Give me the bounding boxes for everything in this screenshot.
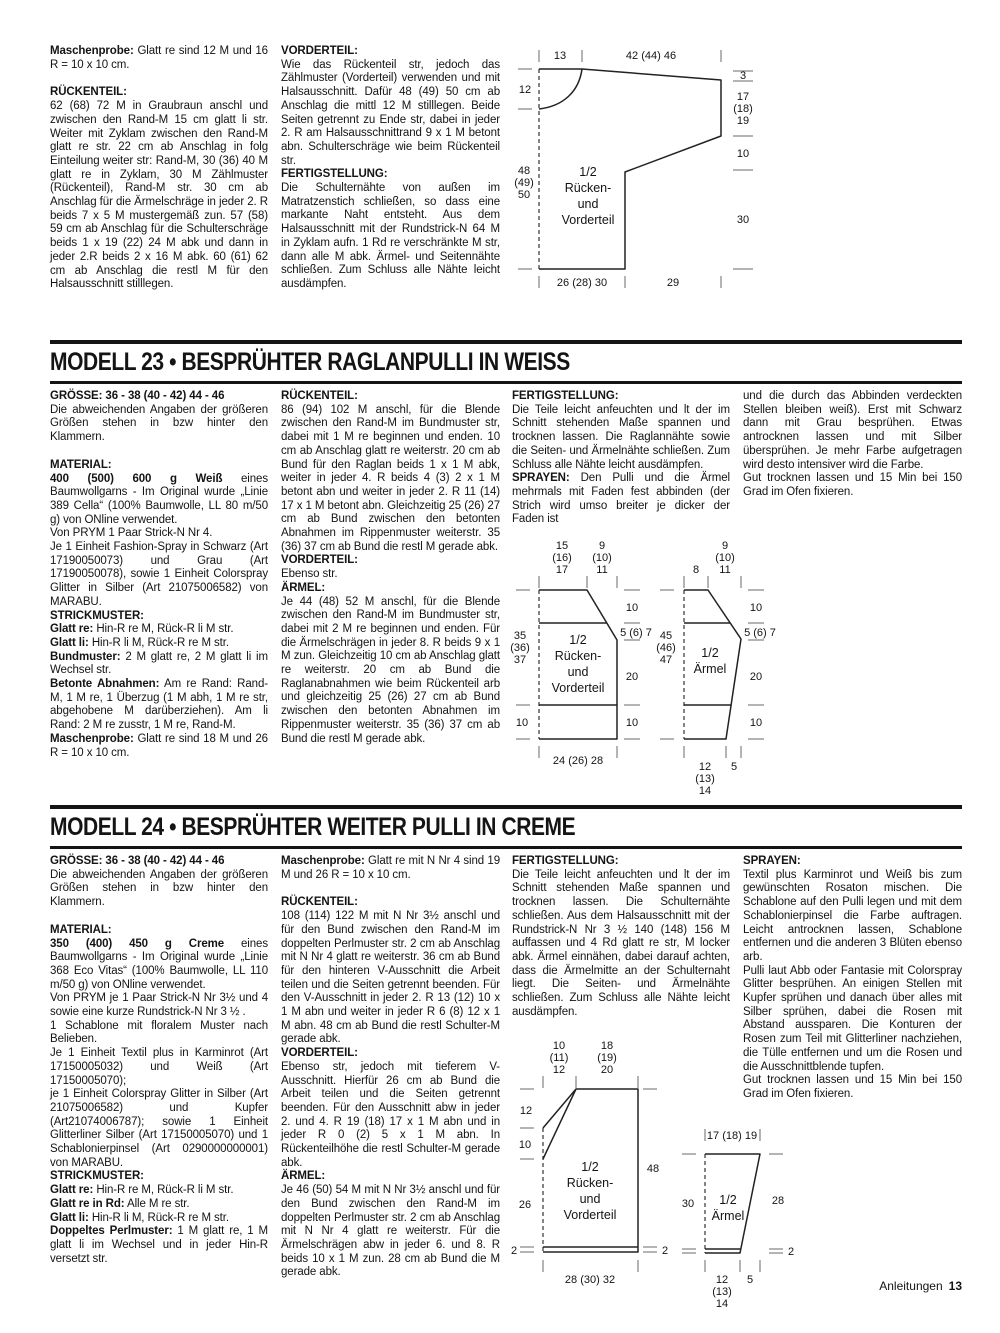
measurement-label: 10	[749, 717, 763, 729]
paragraph-lead: 400 (500) 600 g Weiß	[50, 472, 223, 485]
paragraph: Die abweichenden Angaben der größeren Größen stehen in bzw hinter den Klammern.	[50, 403, 268, 444]
svg-text:Vorderteil: Vorderteil	[561, 213, 615, 227]
section-heading: VORDERTEIL:	[281, 554, 358, 567]
paragraph: Doppeltes Perlmuster: 1 M glatt re, 1 M glatt li im Wechsel und in jeder Hin-R versetzt str.	[50, 1225, 268, 1265]
m24-column-3	[512, 855, 730, 1019]
paragraph: Maschenprobe: Glatt re sind 18 M und 26 R = 10 x 10 cm.	[50, 732, 268, 759]
measurement-label: 10	[518, 1139, 532, 1151]
paragraph: Die abweichenden Angaben der größeren Größen stehen in bzw hinter den Klammern.	[50, 868, 268, 909]
m23-column-3	[512, 390, 730, 527]
svg-text:Ärmel: Ärmel	[711, 1209, 745, 1223]
measurement-label: 11	[596, 564, 608, 576]
measurement-label: 17 (18) 19	[706, 1130, 758, 1142]
paragraph: Je 46 (50) 54 M mit N Nr 3½ anschl und für den Bund zwischen den Rand-M im doppelten Perlmuster str. 2 cm ab Anschlag mit N Nr 4 glatt re weiterstr. Für die Ärmelschrägen abw in jeder 6. und 8. R beids 10 x 1 M zun. 28 cm ab Bund die M gerade abk.	[281, 1184, 500, 1279]
section-heading: GRÖSSE: 36 - 38 (40 - 42) 44 - 46	[50, 855, 225, 867]
paragraph: 400 (500) 600 g Weiß eines Baumwollgarns - Im Original wurde „Linie 389 Cella“ (100% Baumwolle, LL 80 m/50 g) von ONline verwendet.	[50, 472, 268, 526]
measurement-label: 17	[555, 564, 569, 576]
svg-text:1/2: 1/2	[701, 646, 719, 660]
section-heading: RÜCKENTEIL:	[50, 86, 127, 99]
measurement-label: 20	[600, 1064, 614, 1076]
tick-marks	[520, 1076, 660, 1272]
section-heading: VORDERTEIL:	[281, 1047, 358, 1060]
svg-text:und: und	[577, 197, 599, 211]
measurement-label: 11	[719, 564, 731, 576]
measurement-label: 30	[681, 1198, 695, 1210]
paragraph: 108 (114) 122 M mit N Nr 3½ anschl und für den Bund zwischen den Rand-M im doppelten Perlmuster str. 2 cm ab Anschlag mit N Nr 4 glatt re weiterstr. 36 cm ab Bund für den hinteren V-Ausschnitt die Arbeit teilen und die Seiten getrennt beenden. Für den V-Ausschnitt in jeder 2. R 13 (12) 10 x 1 M abn und weiter in jeder R 6 (8) 12 x 1 M abn. 48 cm ab Bund die restl Schulter-M gerade abk.	[281, 910, 500, 1046]
section-heading: STRICKMUSTER:	[50, 1170, 144, 1183]
section-heading: FERTIGSTELLUNG:	[512, 855, 619, 867]
measurement-label: 12	[552, 1064, 566, 1076]
measurement-label: (13)	[695, 773, 715, 785]
paragraph: 1 Schablone mit floralem Muster nach Belieben.	[50, 1019, 268, 1046]
measurement-label: 12	[698, 761, 712, 773]
paragraph: Bundmuster: 2 M glatt re, 2 M glatt li im Wechsel str.	[50, 650, 268, 677]
paragraph: und die durch das Abbinden verdeckten Stellen bleiben weiß). Erst mit Schwarz dann mit Grau besprühen. Etwas antrocknen lassen und mit Silber übersprühen. Je mehr Farbe aufgetragen wird desto intensiver wird die Farbe.	[743, 390, 962, 471]
measurement-label: 15	[555, 540, 569, 552]
measurement-label: 28 (30) 32	[564, 1274, 616, 1286]
measurement-label: 28	[771, 1195, 785, 1207]
paragraph: 62 (68) 72 M in Graubraun anschl und zwischen den Rand-M 15 cm glatt li str. Weiter mit Zyklam zwischen den Rand-M glatt re str. 22 cm ab Anschlag in folg Einteilung weiter str: Rand-M, 30 (36) 40 M glatt re in Zyklam, 30 M Zählmuster (Rückenteil), Rand-M str. 30 cm ab Anschlag für die Ärmelschräge in jeder 2. R beids 7 x 5 M mustergemäß zun. 57 (58) 59 cm ab Anschlag für die Schulterschräge beids 1 x 19 (22) 24 M abk und dann in jeder 2.R beids 2 x 16 M abk. 60 (61) 62 cm ab Anschlag die restl M für den Halsausschnitt stilllegen.	[50, 100, 268, 291]
section-heading: ÄRMEL:	[281, 1170, 326, 1183]
piece-title	[562, 165, 615, 227]
section-heading: VORDERTEIL:	[281, 45, 358, 57]
measurement-label: 5	[746, 1274, 754, 1286]
paragraph-lead: Betonte Abnahmen:	[50, 678, 160, 691]
measurement-label: 20	[625, 671, 639, 683]
measurement-label: 10	[515, 717, 529, 729]
paragraph: Gut trocknen lassen und 15 Min bei 150 Grad im Ofen fixieren.	[743, 472, 962, 498]
measurement-label: 2	[510, 1245, 518, 1257]
section-heading: MATERIAL:	[50, 458, 112, 471]
measurement-label: 10	[625, 717, 639, 729]
svg-text:1/2: 1/2	[581, 1160, 599, 1174]
svg-text:Vorderteil: Vorderteil	[563, 1208, 617, 1222]
paragraph: je 1 Einheit Colorspray Glitter in Silber (Art 21075006582) und Kupfer (Art21074006787); sowie 1 Einheit Glitterliner Silber (Art 17150005070) und 1 Schablonierpinsel (Art 0290000000001) von MARABU.	[50, 1088, 268, 1169]
paragraph-lead: Glatt re:	[50, 1184, 94, 1197]
measurement-label: 8	[692, 564, 700, 576]
measurement-label: 37	[513, 654, 527, 666]
paragraph: Die Teile leicht anfeuchten und lt der im Schnitt stehenden Maße spannen und trocknen lassen. Die Schulternähte schließen. Aus dem Halsausschnitt mit der Rundstrick-N Nr 3 ½ 140 (148) 156 M auffassen und 4 Rd glatt re str, M locker abk. Ärmel einnähen, dabei darauf achten, dass die Ärmelmitte an der Schulternaht liegt. Die Seiten- und Ärmelnähte schließen. Zum Schluss alle Nähte leicht ausdämpfen.	[512, 868, 730, 1018]
m24-column-1	[50, 855, 268, 1266]
paragraph: Von PRYM 1 Paar Strick-N Nr 4.	[50, 527, 213, 540]
paragraph-lead: Glatt re in Rd:	[50, 1197, 125, 1210]
measurement-label: 10	[749, 602, 763, 614]
top-section-column-1	[50, 45, 268, 292]
m24-column-2	[281, 855, 500, 1280]
schematic-back-front-top	[500, 28, 800, 308]
svg-text:Ärmel: Ärmel	[693, 662, 727, 676]
measurement-label: 10	[736, 148, 750, 160]
measurement-label: 12	[715, 1274, 729, 1286]
measurement-label: (10)	[592, 552, 612, 564]
paragraph-lead: SPRAYEN:	[512, 472, 570, 485]
measurement-label: 42 (44) 46	[625, 50, 677, 62]
paragraph: 86 (94) 102 M anschl, für die Blende zwischen den Rand-M im Bundmuster str, dabei mit 1 M re beginnen und enden. 10 cm ab Anschlag glatt re weiterstr. 20 cm ab Bund für den Raglan beids 1 x 1 M abk, weiter in jeder 4. R beids 4 (3) 2 x 1 M betont abn und weiter in jeder 2. R 11 (14) 17 x 1 M betont abn. Gleichzeitig 25 (26) 27 cm ab Bund zwischen den betonten Abnahmen im Rippenmuster weiterstr. 35 (36) 37 cm ab Bund die restl M gerade abk.	[281, 403, 500, 553]
measurement-label: 35	[513, 630, 527, 642]
measurement-label: 5 (6) 7	[744, 627, 776, 639]
svg-text:1/2: 1/2	[579, 165, 597, 179]
measurement-label: 29	[666, 277, 680, 289]
footer-section-label: Anleitungen	[879, 1279, 943, 1293]
section-heading: FERTIGSTELLUNG:	[512, 390, 619, 402]
measurement-label: 9	[598, 540, 606, 552]
measurement-label: 10	[625, 602, 639, 614]
measurement-label: 18	[600, 1040, 614, 1052]
paragraph-lead: Bundmuster:	[50, 650, 121, 663]
measurement-label: 12	[519, 1105, 533, 1117]
piece-title	[552, 633, 605, 695]
measurement-label: 13	[553, 50, 567, 62]
measurement-label: 48	[646, 1163, 660, 1175]
page-number: 13	[948, 1279, 962, 1293]
paragraph: Glatt re: Hin-R re M, Rück-R li M str.	[50, 1184, 234, 1197]
paragraph: 350 (400) 450 g Creme eines Baumwollgarns - Im Original wurde „Linie 368 Eco Vitas“ (100% Baumwolle, LL 110 m/50 g) von ONline verwendet.	[50, 937, 268, 991]
measurement-label: 14	[715, 1298, 729, 1310]
measurement-label: 10	[552, 1040, 566, 1052]
paragraph: Je 1 Einheit Fashion-Spray in Schwarz (Art 17190050073) und Grau (Art 17190050078), sowie 1 Einheit Colorspray Glitter in Silber (Art 21075006582) von MARABU.	[50, 541, 268, 608]
measurement-label: 17	[736, 91, 750, 103]
measurement-label: 3	[739, 70, 747, 82]
measurement-label: 2	[661, 1245, 669, 1257]
measurement-label: (49)	[514, 177, 534, 189]
model-24-heading-band	[50, 805, 962, 849]
paragraph: Glatt li: Hin-R li M, Rück-R re M str.	[50, 636, 229, 649]
section-heading: ÄRMEL:	[281, 581, 326, 594]
piece-title	[712, 1193, 745, 1223]
measurement-label: 12	[518, 84, 532, 96]
measurement-label: 9	[721, 540, 729, 552]
paragraph-lead: Glatt re:	[50, 623, 94, 636]
paragraph: Ebenso str.	[281, 568, 338, 581]
m23-column-1	[50, 390, 268, 760]
measurement-label: 5	[730, 761, 738, 773]
neckline-curve	[539, 69, 582, 109]
measurement-label: 19	[736, 115, 750, 127]
measurement-label: 26 (28) 30	[556, 277, 608, 289]
paragraph: Pulli laut Abb oder Fantasie mit Colorspray Glitter besprühen. An einigen Stellen mit Kupfer sprühen und danach über alles mit Silber sprühen, dabei die Rosen mit Abstand aussparen. Die Konturen der Rosen zum Teil mit Glitterliner nachziehen, die Tülle entfernen und um die Rosen und die Ausschnittblende tupfen.	[743, 964, 962, 1073]
section-heading: FERTIGSTELLUNG:	[281, 168, 388, 181]
paragraph: SPRAYEN: Den Pulli und die Ärmel mehrmals mit Faden fest abbinden (der Strich wird umso breiter je dicker der Faden ist	[512, 472, 730, 526]
paragraph: Betonte Abnahmen: Am re Rand: Rand-M, 1 M re, 1 Überzug (1 M abh, 1 M re str, abgehobene M darüberziehen). Am li Rand: 2 M re zusstr, 1 M re, Rand-M.	[50, 678, 269, 732]
svg-text:und: und	[579, 1192, 601, 1206]
paragraph: Glatt re: Hin-R re M, Rück-R li M str.	[50, 623, 234, 636]
measurement-label: 2	[787, 1246, 795, 1258]
page-footer	[879, 1280, 962, 1294]
paragraph: Maschenprobe: Glatt re mit N Nr 4 sind 19 M und 26 R = 10 x 10 cm.	[281, 855, 500, 881]
top-section-column-2	[281, 45, 500, 292]
paragraph-lead: Maschenprobe:	[50, 45, 134, 57]
svg-text:Rücken-: Rücken-	[564, 181, 612, 195]
schematic-raglan-pair	[490, 532, 970, 804]
model-24-title: MODELL 24 • BESPRÜHTER WEITER PULLI IN CREME	[50, 813, 576, 841]
section-heading: GRÖSSE: 36 - 38 (40 - 42) 44 - 46	[50, 390, 225, 402]
paragraph: Gut trocknen lassen und 15 Min bei 150 Grad im Ofen fixieren.	[743, 1074, 962, 1100]
measurement-label: (36)	[510, 642, 530, 654]
paragraph: Je 1 Einheit Textil plus in Karminrot (Art 17150005032) und Weiß (Art 17150005070);	[50, 1047, 268, 1087]
m23-column-4	[743, 390, 962, 500]
svg-text:1/2: 1/2	[719, 1193, 737, 1207]
measurement-label: (16)	[552, 552, 572, 564]
measurement-label: (19)	[597, 1052, 617, 1064]
svg-text:Rücken-: Rücken-	[566, 1176, 614, 1190]
paragraph: Die Schulternähte von außen im Matratzenstich schließen, so dass eine markante Naht entsteht. Aus dem Halsausschnitt mit der Rundstrick-N 64 M in Zyklam aufn. 1 Rd re verschränkte M str, dann alle M abk. Ärmel- und Seitennähte schließen. Zum Schluss alle Nähte leicht ausdämpfen.	[281, 182, 500, 290]
measurement-label: 5 (6) 7	[620, 627, 652, 639]
measurement-label: 50	[517, 189, 531, 201]
paragraph: Wie das Rückenteil str, jedoch das Zählmuster (Vorderteil) verwenden und mit Halsausschnitt. Dafür 48 (49) 50 cm ab Anschlag die mittl 12 M stilllegen. Beide Seiten getrennt zu Ende str, dabei in jeder 2. R am Halsausschnittrand 9 x 1 M betont abn. Schulterschräge wie beim Rückenteil str.	[281, 58, 500, 167]
paragraph: Je 44 (48) 52 M anschl, für die Blende zwischen den Rand-M im Bundmuster str, dabei mit 2 M re beginnen und enden. Für die Ärmelschrägen in jeder 8. R beids 9 x 1 M zun. Gleichzeitig 10 cm ab Anschlag glatt re weiterstr. 20 cm ab Bund die Raglanabnahmen wie beim Rückenteil arb und gleichzeitig 25 (26) 27 cm ab Bund zwischen den betonten Abnahmen im Rippenmuster weiterstr. 35 (36) 37 cm ab Bund die restl M gerade abk.	[281, 595, 500, 745]
m23-column-2	[281, 390, 500, 746]
section-heading: MATERIAL:	[50, 923, 112, 936]
measurement-label: 20	[749, 671, 763, 683]
paragraph: Die Teile leicht anfeuchten und lt der im Schnitt stehenden Maße spannen und trocknen lassen. Die Raglannähte sowie die Seiten- und Ärmelnähte schließen. Zum Schluss alle Nähte leicht ausdämpfen.	[512, 403, 730, 471]
measurement-label: (11)	[549, 1052, 569, 1064]
svg-text:1/2: 1/2	[569, 633, 587, 647]
svg-text:und: und	[567, 665, 589, 679]
measurement-label: 47	[659, 654, 673, 666]
svg-text:Vorderteil: Vorderteil	[551, 681, 605, 695]
section-heading: RÜCKENTEIL:	[281, 390, 358, 402]
paragraph-lead: Maschenprobe:	[50, 732, 134, 745]
paragraph-lead: 350 (400) 450 g Creme	[50, 937, 225, 950]
paragraph-lead: Glatt li:	[50, 1211, 89, 1224]
measurement-label: 24 (26) 28	[552, 755, 604, 767]
piece-title	[694, 646, 727, 676]
measurement-label: 26	[518, 1199, 532, 1211]
measurement-label: (13)	[712, 1286, 732, 1298]
measurement-label: 30	[736, 214, 750, 226]
section-heading: STRICKMUSTER:	[50, 609, 144, 622]
section-heading: SPRAYEN:	[743, 855, 801, 867]
paragraph: Ebenso str, jedoch mit tieferem V-Ausschnitt. Hierfür 26 cm ab Bund die Arbeit teilen und die Seiten getrennt beenden. Für den Ausschnitt abw in jeder 2. und 4. R 19 (18) 17 x 1 M abn und in jeder R 0 (2) 5 x 1 M abn. In Rückenteilhöhe die restl Schulter-M gerade abk.	[281, 1060, 500, 1169]
measurement-label: 45	[659, 630, 673, 642]
paragraph: Von PRYM je 1 Paar Strick-N Nr 3½ und 4 sowie eine kurze Rundstrick-N Nr 3 ½ .	[50, 992, 268, 1019]
measurement-label: (46)	[656, 642, 676, 654]
section-heading: RÜCKENTEIL:	[281, 896, 358, 909]
paragraph: Maschenprobe: Glatt re sind 12 M und 16 R = 10 x 10 cm.	[50, 45, 268, 71]
paragraph: Glatt li: Hin-R li M, Rück-R re M str.	[50, 1211, 229, 1224]
paragraph: Glatt re in Rd: Alle M re str.	[50, 1197, 190, 1210]
model-23-title: MODELL 23 • BESPRÜHTER RAGLANPULLI IN WEISS	[50, 348, 570, 376]
paragraph-lead: Maschenprobe:	[281, 855, 365, 867]
measurement-label: 14	[698, 785, 712, 797]
tick-marks	[518, 50, 753, 288]
piece-title	[564, 1160, 617, 1222]
paragraph-lead: Doppeltes Perlmuster:	[50, 1225, 173, 1238]
measurement-label: (10)	[715, 552, 735, 564]
measurement-label: (18)	[733, 103, 753, 115]
measurement-label: 48	[517, 165, 531, 177]
svg-text:Rücken-: Rücken-	[554, 649, 602, 663]
paragraph: Textil plus Karminrot und Weiß bis zum gewünschten Rosaton mischen. Die Schablone auf den Pulli legen und mit dem Schablonierpinsel die Farbe auftragen. Leicht antrocknen lassen, Schablone entfernen und die anderen 3 Blüten ebenso arb.	[743, 868, 962, 963]
model-23-heading-band	[50, 340, 962, 384]
paragraph-lead: Glatt li:	[50, 636, 89, 649]
